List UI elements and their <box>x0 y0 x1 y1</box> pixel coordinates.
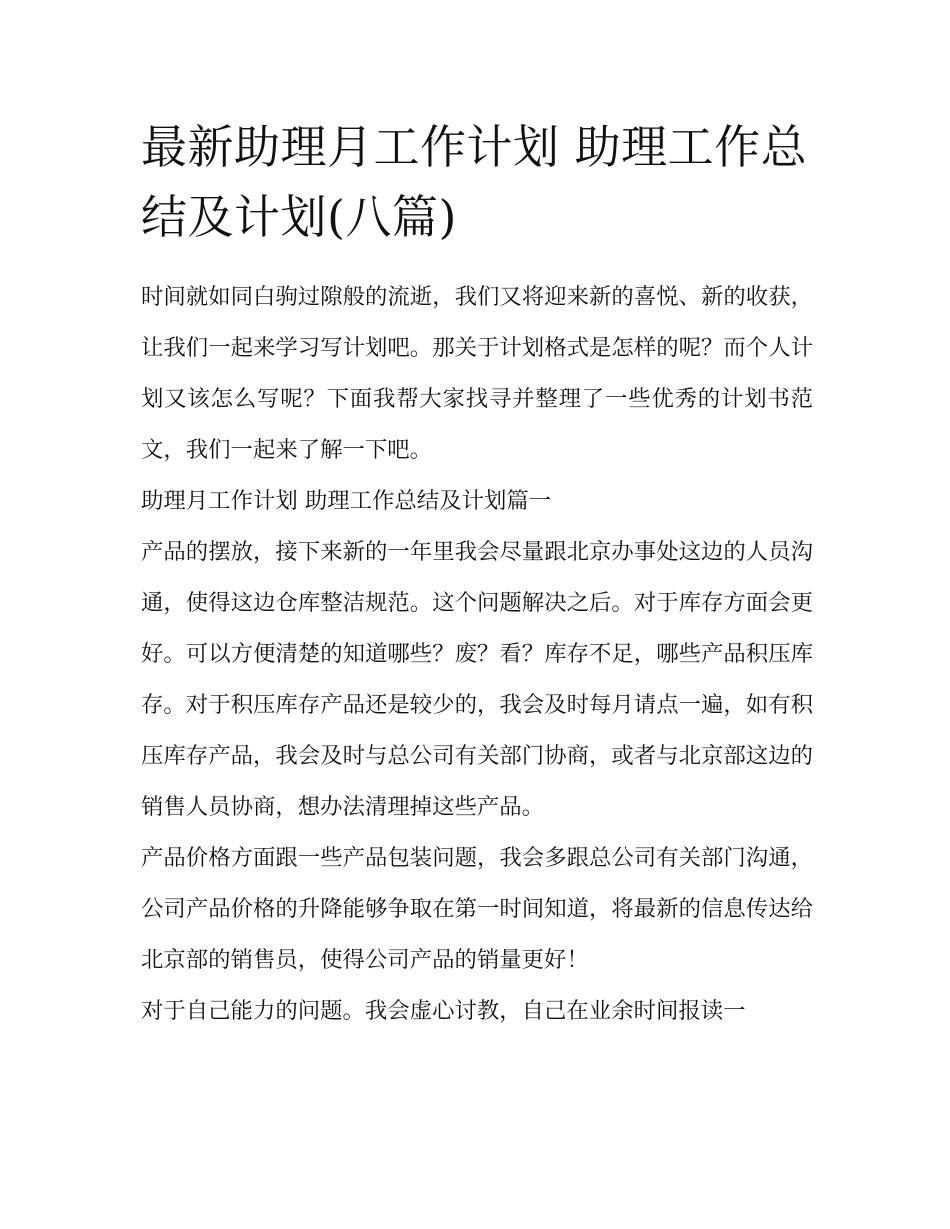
intro-paragraph: 时间就如同白驹过隙般的流逝，我们又将迎来新的喜悦、新的收获，让我们一起来学习写计划吧。那关于计划格式是怎样的呢？而个人计划又该怎么写呢？下面我帮大家找寻并整理了一些优秀的计划书范文，我们一起来了解一下吧。 <box>141 284 813 463</box>
document-title: 最新助理月工作计划 助理工作总结及计划(八篇) <box>141 120 808 244</box>
document-content <box>141 112 813 1037</box>
body-paragraph: 产品的摆放，接下来新的一年里我会尽量跟北京办事处这边的人员沟通，使得这边仓库整洁规范。这个问题解决之后。对于库存方面会更好。可以方便清楚的知道哪些？废？看？库存不足，哪些产品积压库存。对于积压库存产品还是较少的，我会及时每月请点一遍，如有积压库存产品，我会及时与总公司有关部门协商，或者与北京部这边的销售人员协商，想办法清理掉这些产品。 <box>141 539 813 820</box>
body-paragraph: 对于自己能力的问题。我会虚心讨教，自己在业余时间报读一 <box>141 998 746 1024</box>
section-heading: 助理月工作计划 助理工作总结及计划篇一 <box>141 488 552 514</box>
body-paragraph: 产品价格方面跟一些产品包装问题，我会多跟总公司有关部门沟通，公司产品价格的升降能够争取在第一时间知道，将最新的信息传达给北京部的销售员，使得公司产品的销量更好！ <box>141 845 813 973</box>
document-body <box>141 272 813 1037</box>
